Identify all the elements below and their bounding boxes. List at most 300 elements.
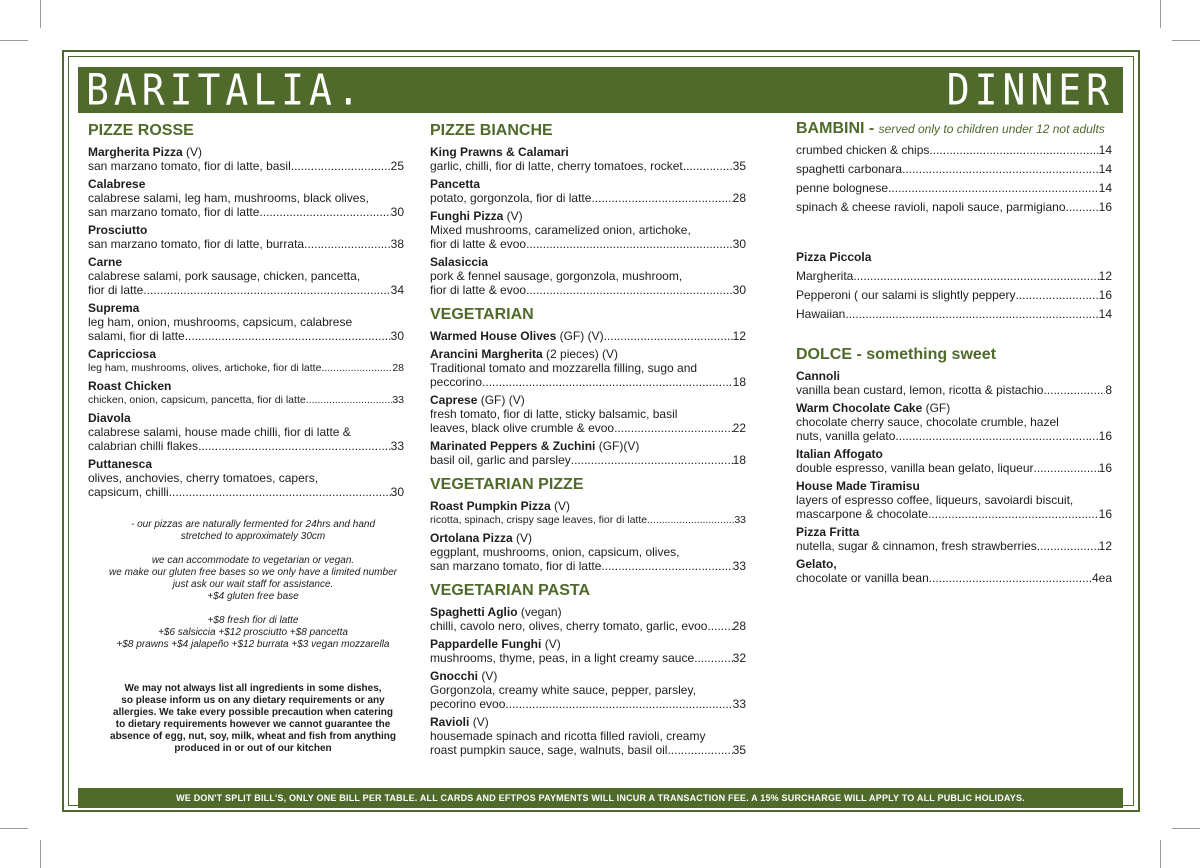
item-heading — [88, 411, 404, 425]
note-line: we make our gluten free bases so we only have a limited number — [109, 567, 397, 578]
pizza-notes — [88, 519, 418, 651]
section-title — [796, 121, 1112, 137]
leader-dots — [143, 283, 390, 297]
item-tags: (GF) (V) — [477, 393, 525, 407]
allergy-line: to dietary requirements however we cannot guarantee the — [115, 719, 391, 730]
leader-dots — [321, 361, 392, 375]
item-heading — [430, 715, 746, 729]
item-price-line — [796, 200, 1112, 214]
item-description: calabrese salami, pork sausage, chicken, pancetta, — [88, 269, 361, 283]
item-heading — [430, 669, 746, 683]
leader-dots — [304, 237, 391, 251]
leader-dots — [929, 143, 1098, 157]
menu-item — [88, 457, 404, 499]
menu-item — [88, 379, 404, 407]
item-heading — [796, 401, 1112, 415]
leader-dots — [902, 162, 1099, 176]
item-price-line — [88, 485, 404, 499]
item-description: spaghetti carbonara — [796, 162, 903, 176]
item-price-line — [430, 191, 746, 205]
item-description: fior di latte & evoo — [430, 283, 527, 297]
item-price-line — [796, 181, 1112, 195]
item-name: Italian Affogato — [796, 447, 883, 461]
note-line — [88, 603, 418, 615]
menu-item — [430, 145, 746, 173]
item-description: spinach & cheese ravioli, napoli sauce, parmigiano — [796, 200, 1066, 214]
item-tags: (GF) — [922, 401, 951, 415]
item-description: leg ham, mushrooms, olives, artichoke, fior di latte — [88, 362, 322, 374]
item-description: leaves, black olive crumble & evoo — [430, 421, 615, 435]
item-tags: (V) — [478, 669, 498, 683]
item-heading — [88, 379, 404, 393]
item-price-line — [430, 743, 746, 757]
item-price: 35 — [732, 159, 746, 173]
menu-title: DINNER — [946, 65, 1114, 115]
item-name: Funghi Pizza — [430, 209, 504, 223]
leader-dots — [895, 429, 1098, 443]
item-name: Warm Chocolate Cake — [796, 401, 923, 415]
leader-dots — [169, 485, 391, 499]
note-line: +$8 prawns +$4 jalapeño +$12 burrata +$3 vegan mozzarella — [116, 639, 390, 650]
leader-dots — [845, 307, 1098, 321]
menu-item — [430, 347, 746, 389]
item-heading — [430, 329, 604, 343]
column-right — [796, 121, 1112, 585]
menu-item — [796, 525, 1112, 553]
item-description: chicken, onion, capsicum, pancetta, fior di latte — [88, 394, 306, 406]
item-name: Ravioli — [430, 715, 470, 729]
menu-item — [796, 447, 1112, 475]
section-bambini — [796, 121, 1112, 214]
item-name: Roast Pumpkin Pizza — [430, 499, 551, 513]
section-title: PIZZE ROSSE — [88, 122, 194, 139]
item-description: layers of espresso coffee, liqueurs, savoiardi biscuit, — [796, 493, 1074, 507]
leader-dots — [591, 191, 732, 205]
leader-dots — [1015, 288, 1098, 302]
item-description: pork & fennel sausage, gorgonzola, mushroom, — [430, 269, 683, 283]
menu-item — [430, 329, 746, 343]
menu-item — [430, 605, 746, 633]
item-description: calabrian chilli flakes — [88, 439, 199, 453]
item-name: House Made Tiramisu — [796, 479, 920, 493]
section-title: VEGETARIAN — [430, 306, 534, 323]
item-description: potato, gorgonzola, fior di latte — [430, 191, 592, 205]
item-heading — [796, 479, 1112, 493]
item-description: nuts, vanilla gelato — [796, 429, 896, 443]
item-description: eggplant, mushrooms, onion, capsicum, olives, — [430, 545, 680, 559]
leader-dots — [929, 571, 1092, 585]
item-price-line — [430, 375, 746, 389]
item-description: chocolate or vanilla bean — [796, 571, 929, 585]
item-description: Mixed mushrooms, caramelized onion, artichoke, — [430, 223, 691, 237]
leader-dots — [647, 513, 734, 527]
item-heading — [88, 457, 404, 471]
note-line: stretched to approximately 30cm — [180, 531, 326, 542]
leader-dots — [604, 329, 733, 343]
item-name: Capricciosa — [88, 347, 157, 361]
item-price: 33 — [392, 394, 404, 406]
item-price-line — [796, 162, 1112, 176]
item-heading — [430, 177, 746, 191]
note-line: we can accommodate to vegetarian or vegan. — [151, 555, 355, 566]
item-description: chocolate cherry sauce, chocolate crumble, hazel — [796, 415, 1059, 429]
item-name: King Prawns & Calamari — [430, 145, 569, 159]
menu-item — [430, 531, 746, 573]
item-list — [430, 499, 746, 573]
item-price: 14 — [1098, 143, 1112, 157]
section-title: VEGETARIAN PIZZE — [430, 476, 584, 493]
crop-mark — [0, 40, 28, 41]
item-description: fior di latte & evoo — [430, 237, 527, 251]
item-price-line — [430, 559, 746, 573]
leader-dots — [711, 619, 733, 633]
item-tags: (GF)(V) — [595, 439, 640, 453]
item-tags: (V) — [550, 499, 571, 513]
item-price: 16 — [1098, 507, 1112, 521]
menu-item — [796, 557, 1112, 585]
leader-dots — [526, 237, 733, 251]
item-description: san marzano tomato, fior di latte — [88, 205, 260, 219]
leader-dots — [1037, 539, 1099, 553]
item-price: 33 — [732, 697, 746, 711]
item-price: 18 — [732, 375, 746, 389]
item-heading — [430, 499, 746, 513]
menu-item — [796, 369, 1112, 397]
item-name: Pancetta — [430, 177, 481, 191]
note-line: +$8 fresh fior di latte — [207, 615, 299, 626]
item-price-line — [796, 429, 1112, 443]
leader-dots — [1034, 461, 1099, 475]
item-description: basil oil, garlic and parsley — [430, 453, 571, 467]
item-description: Margherita — [796, 269, 854, 283]
menu-item — [430, 177, 746, 205]
item-price-line — [88, 283, 404, 297]
item-price-line — [430, 513, 746, 527]
section-pizze-rosse — [88, 121, 404, 499]
menu-item — [88, 145, 404, 173]
leader-dots — [667, 743, 732, 757]
item-name: Arancini Margherita — [430, 347, 543, 361]
item-description: nutella, sugar & cinnamon, fresh strawberries — [796, 539, 1037, 553]
item-name: Cannoli — [796, 369, 840, 383]
item-heading — [796, 525, 1112, 539]
item-price-line — [430, 619, 746, 633]
leader-dots — [291, 159, 391, 173]
item-heading — [430, 209, 746, 223]
leader-dots — [571, 453, 733, 467]
item-heading — [88, 145, 404, 159]
leader-dots — [601, 559, 732, 573]
item-price: 16 — [1098, 288, 1112, 302]
menu-item — [430, 637, 746, 665]
allergy-line: produced in or out of our kitchen — [174, 743, 332, 754]
leader-dots — [614, 421, 733, 435]
crop-mark — [1160, 0, 1161, 28]
item-price-line — [88, 159, 404, 173]
item-tags: (V) — [469, 715, 489, 729]
item-price: 30 — [390, 329, 404, 343]
leader-dots — [888, 181, 1099, 195]
item-name: Pizza Fritta — [796, 525, 860, 539]
item-description: salami, fior di latte — [88, 329, 185, 343]
item-list — [430, 145, 746, 297]
item-heading — [796, 369, 1112, 383]
item-list — [88, 145, 404, 499]
item-tags: (vegan) — [517, 605, 562, 619]
item-tags: (V) — [182, 145, 203, 159]
menu-item — [88, 301, 404, 343]
item-price: 28 — [732, 191, 746, 205]
leader-dots — [683, 159, 733, 173]
item-price-line — [796, 571, 1112, 585]
item-description: pecorino evoo — [430, 697, 506, 711]
item-price-line — [430, 237, 746, 251]
leader-dots — [928, 507, 1099, 521]
section-vegetarian-pizze — [430, 475, 746, 573]
item-price: 16 — [1098, 200, 1112, 214]
crop-mark — [1172, 828, 1200, 829]
item-price-line — [430, 421, 746, 435]
item-name: Gelato, — [796, 557, 837, 571]
item-heading — [430, 347, 746, 361]
item-price-line — [430, 329, 746, 343]
column-middle — [430, 121, 746, 757]
item-price: 30 — [390, 485, 404, 499]
item-description: olives, anchovies, cherry tomatoes, capers, — [88, 471, 319, 485]
item-heading — [796, 557, 1112, 571]
crop-mark — [0, 828, 28, 829]
allergy-line: absence of egg, nut, soy, milk, wheat and fish from anything — [110, 731, 396, 742]
menu-item — [430, 209, 746, 251]
item-heading — [430, 637, 746, 651]
item-description: leg ham, onion, mushrooms, capsicum, calabrese — [88, 315, 353, 329]
crop-mark — [40, 840, 41, 868]
item-description: san marzano tomato, fior di latte — [430, 559, 602, 573]
menu-item — [430, 393, 746, 435]
leader-dots — [482, 375, 733, 389]
item-list — [796, 269, 1112, 321]
item-price: 4ea — [1091, 571, 1112, 585]
menu-item — [430, 255, 746, 297]
menu-item — [88, 411, 404, 453]
section-pizza-piccola — [796, 250, 1112, 321]
menu-item — [796, 479, 1112, 521]
item-price: 12 — [732, 329, 746, 343]
item-price: 14 — [1098, 307, 1112, 321]
allergy-line: We may not always list all ingredients in some dishes, — [124, 683, 382, 694]
item-price-line — [430, 651, 746, 665]
item-name: Diavola — [88, 411, 131, 425]
section-vegetarian — [430, 305, 746, 467]
item-heading — [430, 605, 746, 619]
menu-item — [88, 223, 404, 251]
item-price: 38 — [390, 237, 404, 251]
item-description: Hawaiian — [796, 307, 846, 321]
item-heading — [88, 301, 404, 315]
item-description: san marzano tomato, fior di latte, burrata — [88, 237, 305, 251]
item-description: vanilla bean custard, lemon, ricotta & pistachio — [796, 383, 1044, 397]
leader-dots — [185, 329, 391, 343]
section-title: PIZZE BIANCHE — [430, 122, 553, 139]
allergy-line: allergies. We take every possible precaution when catering — [113, 707, 393, 718]
menu-item — [88, 347, 404, 375]
item-name: Carne — [88, 255, 123, 269]
item-list — [430, 329, 746, 467]
bambini-title: BAMBINI - — [796, 120, 879, 137]
leader-dots — [1043, 383, 1105, 397]
item-description: capsicum, chilli — [88, 485, 169, 499]
item-price: 14 — [1098, 162, 1112, 176]
item-name: Gnocchi — [430, 669, 479, 683]
item-heading — [88, 177, 404, 191]
item-price: 28 — [732, 619, 746, 633]
item-price-line — [88, 393, 404, 407]
crop-mark — [1172, 40, 1200, 41]
item-description: roast pumpkin sauce, sage, walnuts, basil oil — [430, 743, 668, 757]
item-price-line — [430, 283, 746, 297]
crop-mark — [1160, 840, 1161, 868]
item-price: 33 — [390, 439, 404, 453]
item-name: Roast Chicken — [88, 379, 172, 393]
item-price: 16 — [1098, 461, 1112, 475]
section-vegetarian-pasta — [430, 581, 746, 757]
leader-dots — [505, 697, 732, 711]
item-price: 8 — [1105, 383, 1112, 397]
item-price: 30 — [732, 237, 746, 251]
footer-notice: WE DON'T SPLIT BILL'S, ONLY ONE BILL PER TABLE. ALL CARDS AND EFTPOS PAYMENTS WILL INCUR A TRANSACTION FEE. A 15% SURCHARGE WILL APPLY TO ALL PUBLIC HOLIDAYS. — [78, 788, 1123, 808]
item-heading — [430, 439, 746, 453]
item-price-line — [796, 507, 1112, 521]
item-price: 14 — [1098, 181, 1112, 195]
item-price: 12 — [1098, 539, 1112, 553]
menu-item — [430, 669, 746, 711]
item-tags: (V) — [512, 531, 533, 545]
note-line: - our pizzas are naturally fermented for 24hrs and hand — [130, 519, 376, 530]
note-line: +$6 salsiccia +$12 prosciutto +$8 pancetta — [158, 627, 348, 638]
note-line — [88, 543, 418, 555]
item-price: 35 — [732, 743, 746, 757]
item-name: Suprema — [88, 301, 140, 315]
leader-dots — [1066, 200, 1099, 214]
item-price: 12 — [1098, 269, 1112, 283]
item-price-line — [796, 383, 1112, 397]
item-name: Warmed House Olives — [430, 329, 557, 343]
item-price-line — [796, 288, 1112, 302]
item-heading — [796, 447, 1112, 461]
item-name: Prosciutto — [88, 223, 148, 237]
item-description: crumbed chicken & chips — [796, 143, 930, 157]
leader-dots — [697, 651, 732, 665]
item-name: Margherita Pizza — [88, 145, 183, 159]
crop-mark — [40, 0, 41, 28]
item-price-line — [796, 307, 1112, 321]
item-heading — [430, 531, 746, 545]
column-left — [88, 121, 404, 499]
item-price: 34 — [390, 283, 404, 297]
note-line: +$4 gluten free base — [207, 591, 299, 602]
item-description: Pepperoni ( our salami is slightly peppery — [796, 288, 1016, 302]
allergy-line: so please inform us on any dietary requirements or any — [121, 695, 385, 706]
brand-logo: BARITALIA. — [86, 65, 365, 115]
item-description: peccorino — [430, 375, 483, 389]
item-price-line — [88, 205, 404, 219]
bambini-subtitle: served only to children under 12 not adults — [878, 122, 1105, 136]
item-name: Ortolana Pizza — [430, 531, 513, 545]
item-tags: (GF) (V) — [556, 329, 604, 343]
item-description: mascarpone & chocolate — [796, 507, 929, 521]
item-tags: (2 pieces) (V) — [542, 347, 619, 361]
item-description: penne bolognese — [796, 181, 889, 195]
item-price-line — [430, 453, 746, 467]
item-name: Marinated Peppers & Zuchini — [430, 439, 596, 453]
section-title: VEGETARIAN PASTA — [430, 582, 591, 599]
leader-dots — [526, 283, 733, 297]
item-description: double espresso, vanilla bean gelato, liqueur — [796, 461, 1034, 475]
item-heading — [430, 393, 746, 407]
item-tags: (V) — [503, 209, 523, 223]
item-description: calabrese salami, leg ham, mushrooms, black olives, — [88, 191, 369, 205]
item-description: fresh tomato, fior di latte, sticky balsamic, basil — [430, 407, 678, 421]
item-price: 32 — [732, 651, 746, 665]
item-price-line — [430, 697, 746, 711]
item-description: ricotta, spinach, crispy sage leaves, fior di latte — [430, 514, 648, 526]
menu-item — [88, 177, 404, 219]
item-description: garlic, chilli, fior di latte, cherry tomatoes, rocket — [430, 159, 683, 173]
section-title: Pizza Piccola — [796, 250, 872, 264]
item-name: Spaghetti Aglio — [430, 605, 518, 619]
item-price: 33 — [734, 514, 746, 526]
item-price-line — [796, 269, 1112, 283]
item-list — [796, 369, 1112, 585]
item-description: chilli, cavolo nero, olives, cherry tomato, garlic, evoo. — [430, 619, 711, 633]
menu-item — [430, 439, 746, 467]
item-price-line — [796, 539, 1112, 553]
item-heading — [430, 255, 746, 269]
item-list — [796, 143, 1112, 214]
item-heading — [88, 255, 404, 269]
item-heading — [430, 145, 746, 159]
menu-item — [88, 255, 404, 297]
menu-item — [430, 715, 746, 757]
section-dolce — [796, 345, 1112, 585]
item-description: fior di latte — [88, 283, 144, 297]
note-line: just ask our wait staff for assistance. — [172, 579, 334, 590]
item-price-line — [88, 237, 404, 251]
item-price: 28 — [392, 362, 404, 374]
item-description: mushrooms, thyme, peas, in a light creamy sauce. — [430, 651, 698, 665]
item-price-line — [88, 439, 404, 453]
item-name: Pappardelle Funghi — [430, 637, 542, 651]
item-price: 25 — [390, 159, 404, 173]
item-price: 30 — [732, 283, 746, 297]
menu-item — [430, 499, 746, 527]
item-heading — [88, 347, 404, 361]
item-price-line — [430, 159, 746, 173]
allergy-notice — [88, 683, 418, 755]
item-heading — [88, 223, 404, 237]
leader-dots — [198, 439, 391, 453]
item-name: Puttanesca — [88, 457, 153, 471]
item-description: calabrese salami, house made chilli, fior di latte & — [88, 425, 351, 439]
item-price-line — [88, 329, 404, 343]
item-price-line — [88, 361, 404, 375]
section-pizze-bianche — [430, 121, 746, 297]
leader-dots — [306, 393, 393, 407]
item-price: 22 — [732, 421, 746, 435]
item-description: Traditional tomato and mozzarella filling, sugo and — [430, 361, 698, 375]
item-price: 33 — [732, 559, 746, 573]
item-price: 18 — [732, 453, 746, 467]
